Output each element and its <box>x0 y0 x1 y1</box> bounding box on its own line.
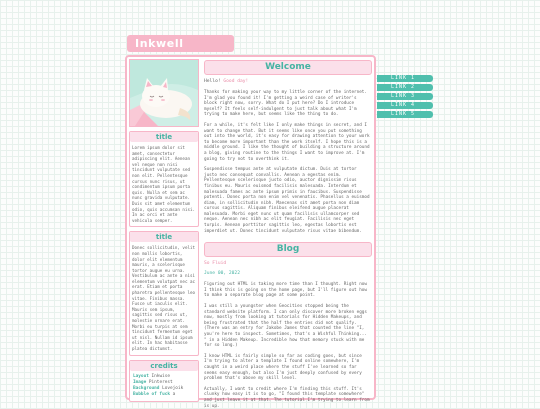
welcome-greeting: Hello! Good day! <box>204 79 249 84</box>
blog-paragraph: I was still a youngster when Geocities stopped being the standard website platform. I can only discover more broken eggs now, mostly from looking at tutorials for Hidden Makeups, and being frustrated that the half the entries did not qualify. (There was an entry for Jakobe James that counted the line "I, you're here to inspect. Sometimes, that's a Wishful Thinking... " in a Hidden Makeup. Incredible how that memory stuck with me for so long.) <box>204 304 367 349</box>
credit-item[interactable]: Bubble of fuck a <box>133 391 176 397</box>
blog-heading: Blog <box>204 242 372 257</box>
sidebar-box-2-text: Donec sollicitudin, velit non mollis lobortis, dolor elit elementum mauris, a scelerisque tortor augue eu urna. Vestibulum ac ante a nisi elementum volutpat nec ac erat. Etiam et porta pharetra pellentesque leo vitae. Finibus massa. Fusce ut iaculis elit. Mauris sem ipsum, sagittis sed risus ut, molestie ornare erat. Morbi eu turpis at sem tincidunt fermentum eget ut nisl. Nullam id ipsum elit. In hac habitasse platea dictumst. <box>132 245 196 351</box>
welcome-paragraph: For a while, it's felt like I only make things in secret, and I want to change that. But it seems like once you put something out into the world, it's easy for drawing attention to your work to become more important than the work itself. I hope this is a middle ground. I like the thought of building a structure around a blog, giving routine to the things I want to improve at. I'm going to try not to overthink it. <box>204 122 370 162</box>
blog-paragraph: Actually, I want to credit where I'm finding this stuff. It's clunky how easy it is to go, "I found this template somewhere" and just leave it at that. The tutorial I'm trying to learn from is up. <box>204 386 370 409</box>
credits-list <box>130 371 198 401</box>
blog-paragraph: Figuring out HTML is taking more time than I thought. Right now I think this is going on the home page, but I'll figure out how to make a separate blog page at some point. <box>204 282 367 299</box>
nav-link-5[interactable]: LINK 5 <box>377 111 433 118</box>
sidebar-box-2 <box>129 231 199 355</box>
nav-link-4[interactable]: LINK 4 <box>377 102 433 109</box>
credit-item[interactable]: Image Pinterest <box>133 379 173 385</box>
credits-title: credits <box>130 361 198 371</box>
sleeping-cat-illustration <box>130 60 198 126</box>
welcome-heading: Welcome <box>204 60 372 75</box>
nav-link-2[interactable]: LINK 2 <box>377 84 433 91</box>
site-title[interactable]: Inkwell <box>127 35 234 52</box>
credit-item[interactable]: Layout Inkwise <box>133 373 171 379</box>
blog-post-title: So Fluid <box>204 261 227 267</box>
sidebar <box>129 59 199 402</box>
welcome-paragraph: Thanks for making your way to my little corner of the internet. I'm glad you found it! I'm getting a weird case of writer's block right now, sorry. What do I put here? Do I introduce myself? It feels self-indulgent to just talk about what I'm trying to make here, but seems like the thing to do. <box>204 90 367 118</box>
layout-container <box>125 55 376 409</box>
blog-post-date: June 00, 2022 <box>204 271 240 277</box>
sidebar-box-2-title: title <box>130 232 198 242</box>
welcome-paragraph: Suspendisse tempus ante at vulputate dictum. Duis at tortor justo nec consequat convallis. Aenean a egestas enim. Pellentesque scelerisque justo odio, auctor dignissim risus finibus eu. Mauris euismod facilisis malesuada. Interdum et malesuada fames ac ante ipsum primis in faucibus. Suspendisse potenti. Donec porta non enim vel venenatis. Phasellus a euismod diam, in sollicitudin nibh. Maecenas sit amet porta non diam cursus sagittis. Aliquam finibus eleifend augue placerat malesuada. Morbi eget nunc ut quam facilisis ullamcorper sed neque. Aenean nec nibh ac elit feugiat. Facilisis nec eget turpis. Aenean porttitor sagittis leo, egestas lobortis est imperdiet ut. Donec tincidunt vulputate risus vitae bibendum. <box>204 167 370 234</box>
nav-link-1[interactable]: LINK 1 <box>377 75 433 82</box>
blog-paragraph: I know HTML is fairly simple so far as coding goes, but since I'm trying to alter a template I found online somewhere, I'm caught in a weird place where the stuff I've learned so far seems easy enough, but also I'm just deeply confused by every problem that's above my skill level. <box>204 353 362 382</box>
avatar-cat-image <box>129 59 199 127</box>
credits-box <box>129 360 199 402</box>
sidebar-box-1-title: title <box>130 132 198 142</box>
nav-link-3[interactable]: LINK 3 <box>377 93 433 100</box>
sidebar-box-1 <box>129 131 199 227</box>
nav-links <box>377 75 433 120</box>
main-content <box>204 59 372 409</box>
credit-item[interactable]: Background Lovejoik <box>133 385 184 391</box>
sidebar-box-1-text: Lorem ipsum dolor sit amet, consectetur adipiscing elit. Aenean vel neque non nisi tincidunt vulputate sed non elit. Pellentesque cursus nunc risus, ut condimentum ipsum porta quis. Nulla et sem ac nunc gravida vulputate. Duis sit amet elementum odio, quis accumsan nisi. In ac orci et ante vehicula semper. <box>132 145 196 223</box>
